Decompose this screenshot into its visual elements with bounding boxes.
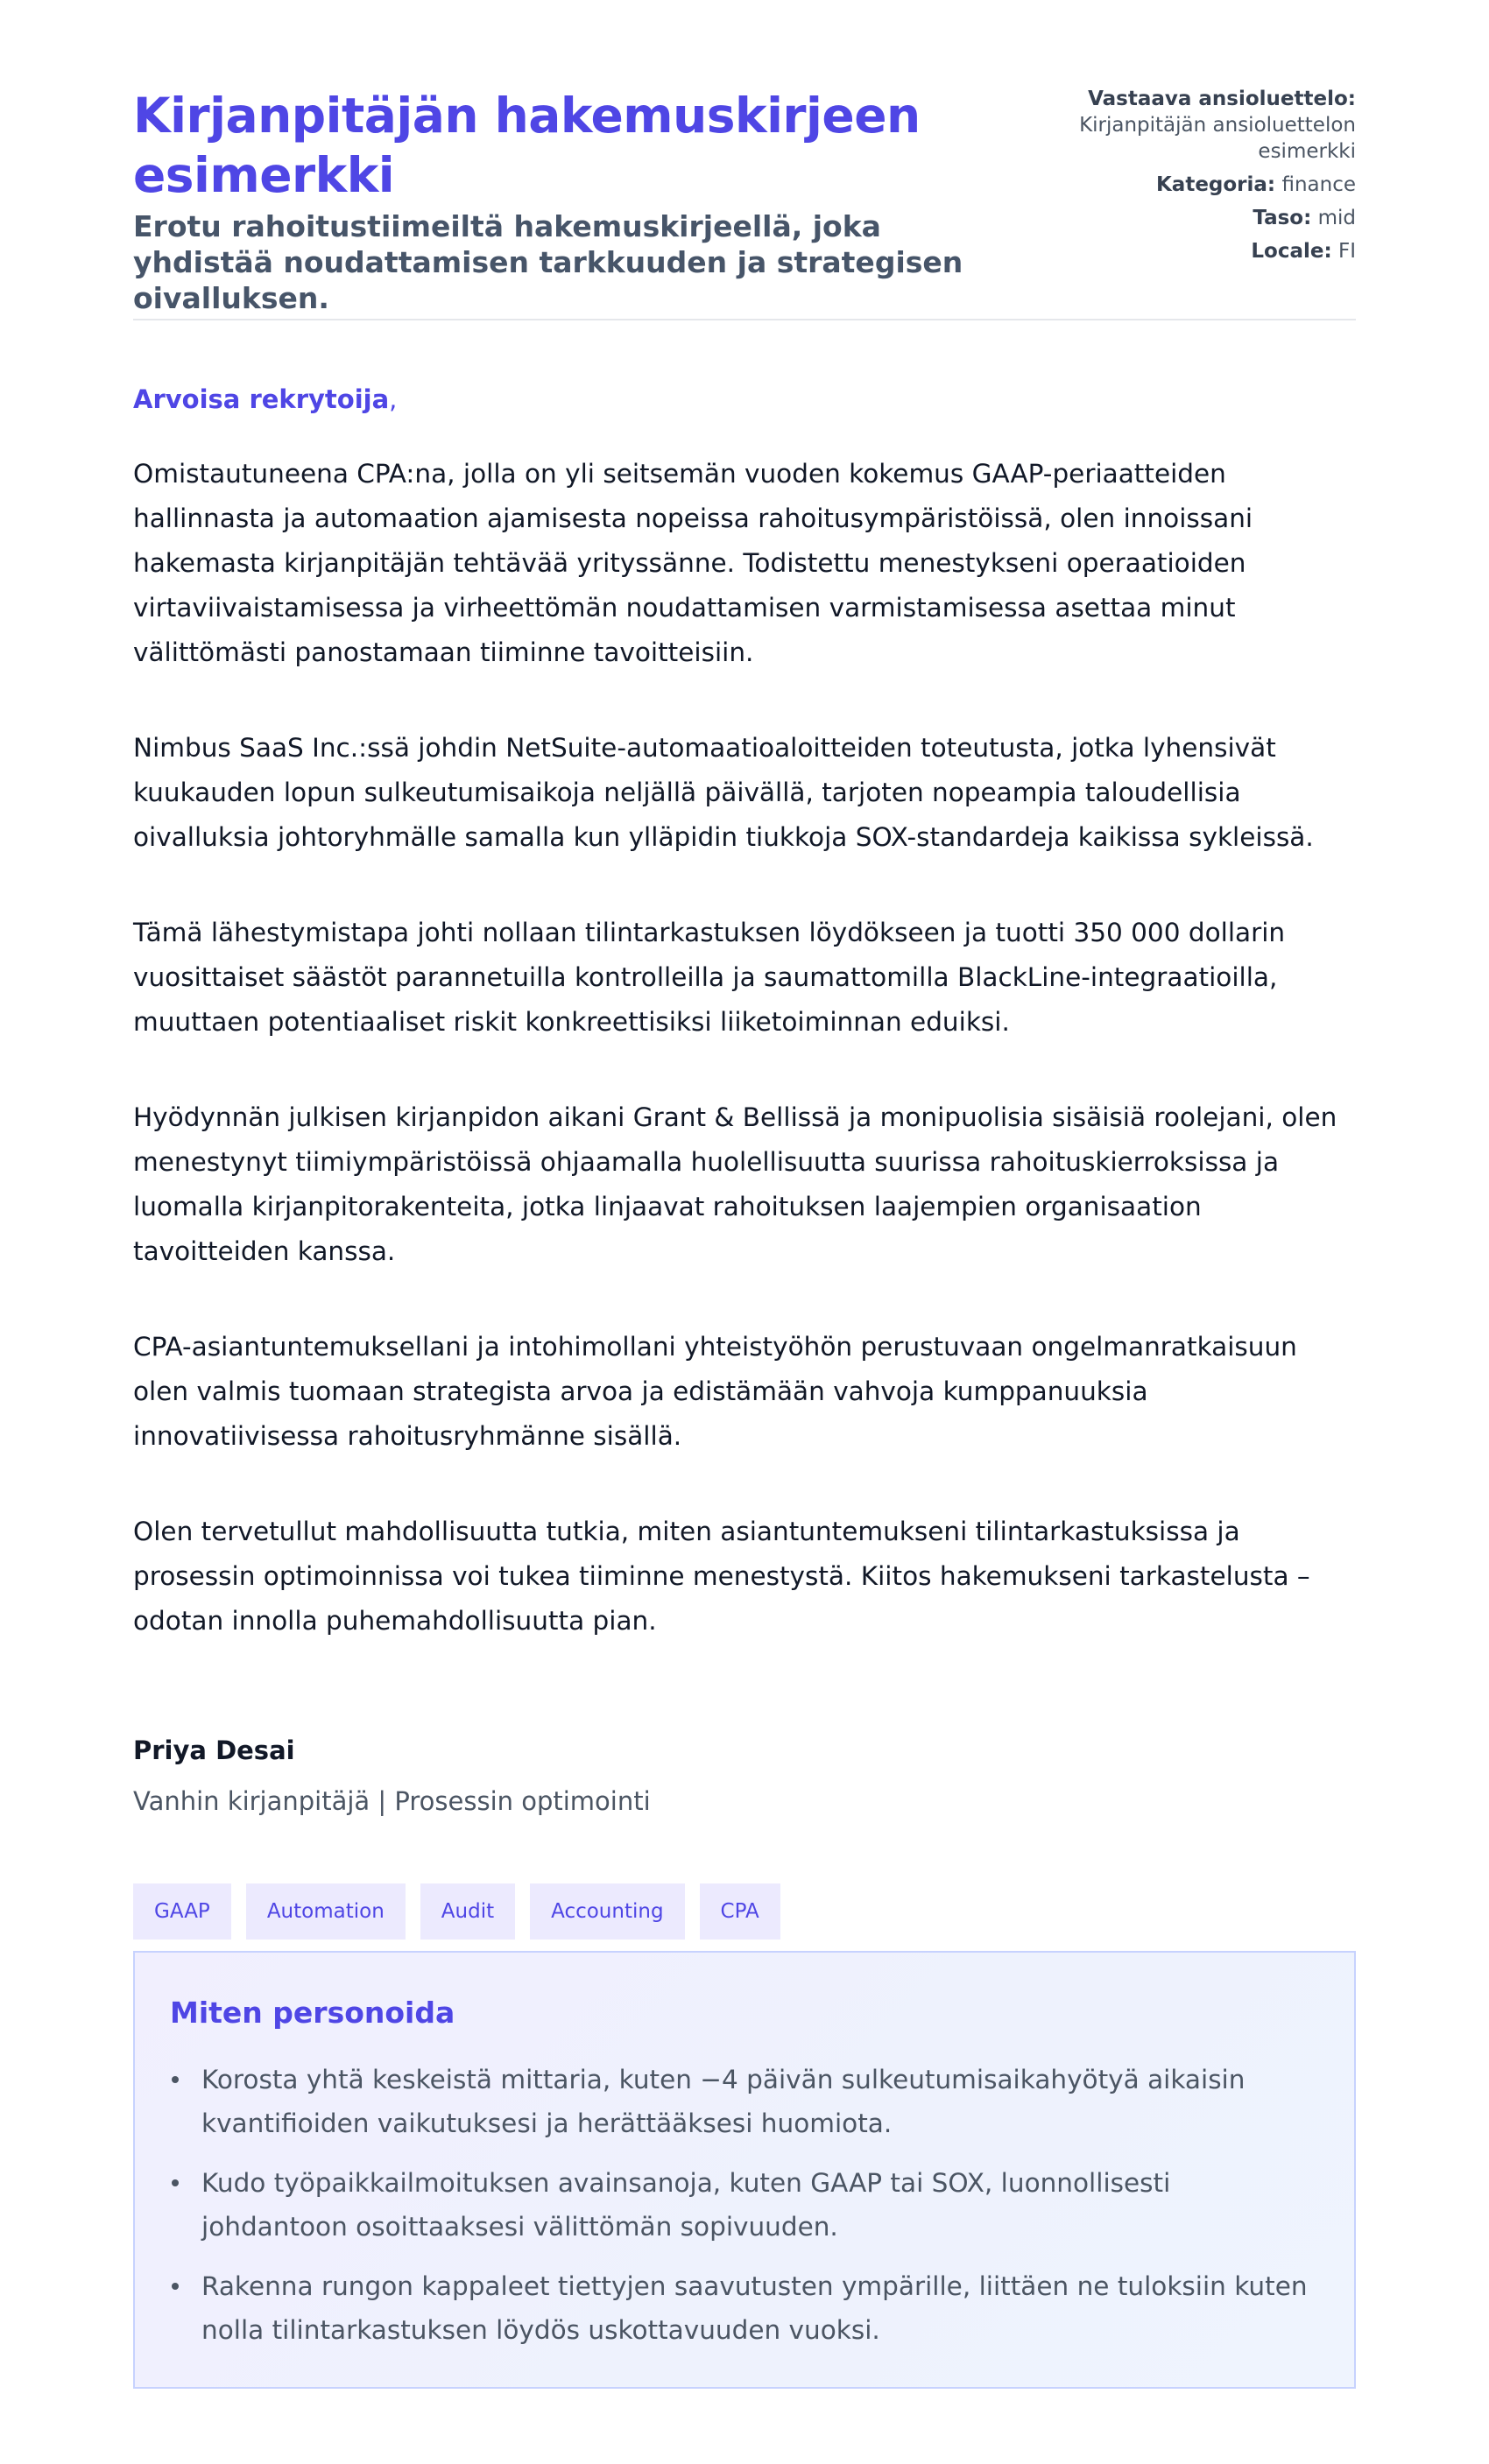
letter-paragraph: Nimbus SaaS Inc.:ssä johdin NetSuite-automaatioaloitteiden toteutusta, jotka lyhensivät kuukauden lopun sulkeutumisaikoja neljällä päivällä, tarjoten nopeampia taloudellisia oivalluksia johtoryhmälle samalla kun ylläpidin tiukkoja SOX-standardeja kaikissa sykleissä. <box>133 733 1314 852</box>
meta-locale-value: FI <box>1337 240 1356 263</box>
letter-paragraph: Omistautuneena CPA:na, jolla on yli seitsemän vuoden kokemus GAAP-periaatteiden hallinnasta ja automaation ajamisesta nopeissa rahoitusympäristöissä, olen innoissani hakemasta kirjanpitäjän tehtävää yrityssänne. Todistettu menestykseni operaatioiden virtaviivaistamisessa ja virheettömän noudattamisen varmistamisessa asettaa minut välittömästi panostamaan tiiminne tavoitteisiin. <box>133 459 1253 667</box>
tag-accounting[interactable]: Accounting <box>530 1883 684 1940</box>
letter-paragraph: CPA-asiantuntemuksellani ja intohimollani yhteistyöhön perustuvaan ongelmanratkaisuun olen valmis tuomaan strategista arvoa ja edistämään vahvoja kumppanuuksia innovatiivisessa rahoitusryhmänne sisällä. <box>133 1332 1297 1451</box>
tip-text: Korosta yhtä keskeistä mittaria, kuten −4 päivän sulkeutumisaikahyötyä aikaisin kvantifioiden vaikutuksesi ja herättääksesi huomiota. <box>201 2065 1246 2138</box>
meta-locale <box>1023 238 1356 264</box>
tip-text: Rakenna rungon kappaleet tiettyjen saavutusten ympärille, liittäen ne tuloksiin kuten nolla tilintarkastuksen löydös uskottavuuden vuoksi. <box>201 2271 1308 2345</box>
tip-item <box>170 2058 1319 2145</box>
tips-title: Miten personoida <box>170 1996 455 2030</box>
tip-text: Kudo työpaikkailmoituksen avainsanoja, kuten GAAP tai SOX, luonnollisesti johdantoon osoittaaksesi välittömän sopivuuden. <box>201 2168 1171 2242</box>
letter-paragraph: Tämä lähestymistapa johti nollaan tilintarkastuksen löydökseen ja tuotti 350 000 dollarin vuosittaiset säästöt parannetuilla kontrolleilla ja saumattomilla BlackLine-integraatioilla, muuttaen potentiaaliset riskit konkreettisiksi liiketoiminnan eduiksi. <box>133 918 1286 1037</box>
letter-body <box>133 382 1356 1819</box>
meta-category-label: Kategoria: <box>1155 173 1276 196</box>
salutation-text: Arvoisa rekrytoija <box>133 384 390 414</box>
page-header <box>133 0 1356 320</box>
meta-resume-link[interactable]: Kirjanpitäjän ansioluettelon esimerkki <box>1079 114 1356 163</box>
tag-audit[interactable]: Audit <box>420 1883 515 1940</box>
salutation-punct: , <box>389 384 398 414</box>
meta-panel <box>1023 86 1356 271</box>
meta-resume <box>1023 86 1356 165</box>
tip-item <box>170 2264 1319 2352</box>
tips-list <box>170 2058 1319 2352</box>
meta-level-label: Taso: <box>1253 207 1312 229</box>
meta-locale-label: Locale: <box>1251 240 1332 263</box>
page-subtitle: Erotu rahoitustiimeiltä hakemuskirjeellä, joka yhdistää noudattamisen tarkkuuden ja strategisen oivalluksen. <box>133 209 963 315</box>
letter-paragraph: Olen tervetullut mahdollisuutta tutkia, miten asiantuntemukseni tilintarkastuksissa ja prosessin optimoinnissa voi tukea tiiminne menestystä. Kiitos hakemukseni tarkastelusta – odotan innolla puhemahdollisuutta pian. <box>133 1517 1310 1636</box>
tag-automation[interactable]: Automation <box>246 1883 406 1940</box>
page-title: Kirjanpitäjän hakemuskirjeen esimerkki <box>133 88 921 203</box>
meta-level-value: mid <box>1317 207 1356 229</box>
meta-category-value: finance <box>1281 173 1356 196</box>
bullet-icon <box>172 2283 179 2290</box>
salutation <box>133 382 1356 417</box>
bullet-icon <box>172 2076 179 2083</box>
meta-level <box>1023 205 1356 231</box>
signature-name: Priya Desai <box>133 1735 295 1765</box>
letter-paragraph: Hyödynnän julkisen kirjanpidon aikani Grant & Bellissä ja monipuolisia sisäisiä roolejani, olen menestynyt tiimiympäristöissä ohjaamalla huolellisuutta suurissa rahoituskierroksissa ja luomalla kirjanpitorakenteita, jotka linjaavat rahoituksen laajempien organisaation tavoitteiden kanssa. <box>133 1102 1337 1266</box>
personalization-tips <box>133 1951 1356 2389</box>
tip-item <box>170 2161 1319 2249</box>
meta-category <box>1023 172 1356 198</box>
bullet-icon <box>172 2179 179 2186</box>
tag-gaap[interactable]: GAAP <box>133 1883 231 1940</box>
tag-cpa[interactable]: CPA <box>700 1883 780 1940</box>
meta-resume-label: Vastaava ansioluettelo: <box>1088 88 1356 110</box>
tag-list <box>133 1883 1356 1940</box>
signature-title: Vanhin kirjanpitäjä | Prosessin optimointi <box>133 1786 651 1816</box>
